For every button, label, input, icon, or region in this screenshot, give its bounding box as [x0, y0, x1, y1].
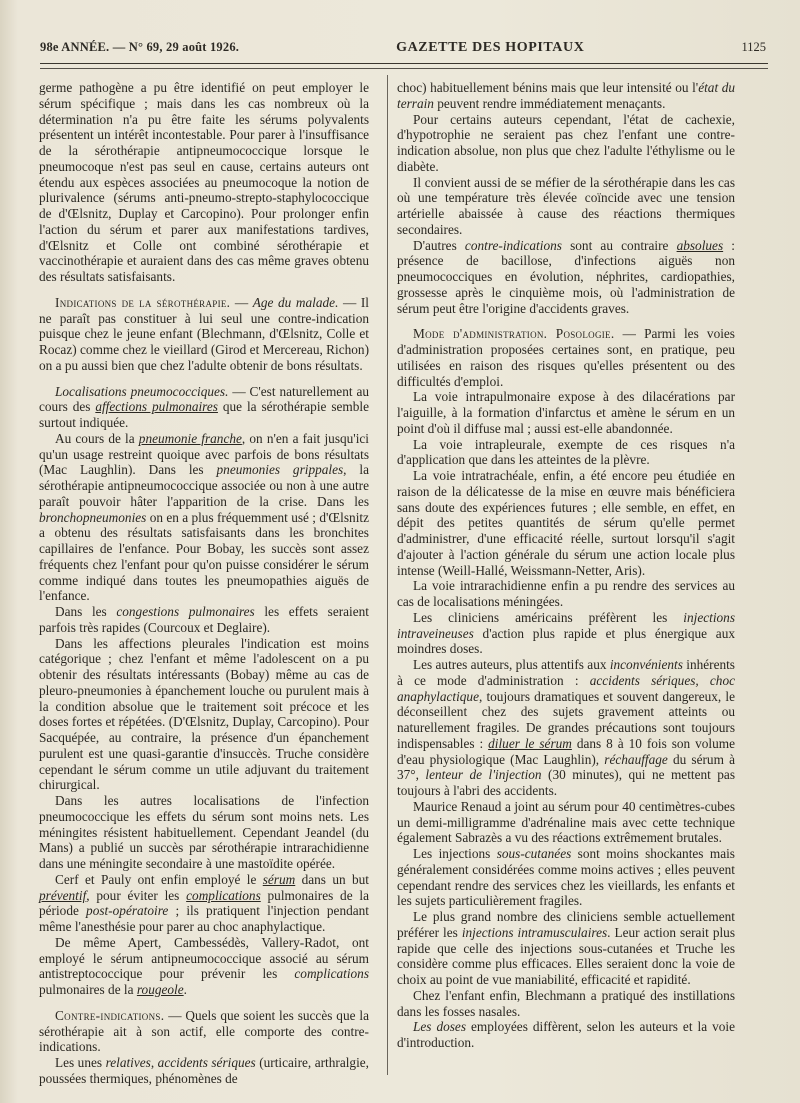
paragraph: La voie intrarachidienne enfin a pu rendre des services au cas de localisations méningées.: [397, 578, 735, 609]
issue-info: 98e ANNÉE. — N° 69, 29 août 1926.: [40, 40, 240, 54]
left-column: [39, 80, 369, 1087]
paragraph: Les doses employées diffèrent, selon les auteurs et la voie d'introduction.: [397, 1019, 735, 1050]
paragraph: Chez l'enfant enfin, Blechmann a pratiqué des instillations dans les fosses nasales.: [397, 987, 735, 1019]
page-header: [40, 40, 766, 62]
paragraph-localisations: Localisations pneumococciques. — C'est naturellement au cours des affections pulmonaires que la sérothérapie semble surtout indiquée.: [39, 383, 370, 430]
page-number: 1125: [741, 40, 766, 54]
paragraph: D'autres contre-indications sont au contraire absolues : présence de bacillose, d'infections aiguës non pneumococciques en évolution, néphrites, cardiopathies, grossesse après le cinquième mois, où l'administration de sérum peut être l'origine d'accidents graves.: [397, 237, 735, 316]
section-heading: Mode d'administration. Posologie.: [413, 326, 615, 342]
paragraph: Les cliniciens américains préfèrent les injections intraveineuses d'action plus rapide et plus énergique aux moindres doses.: [397, 609, 735, 657]
section-heading: Indications de la sérothérapie.: [55, 294, 231, 310]
paragraph: Les unes relatives, accidents sériques (urticaire, arthralgie, poussées thermiques, phénomènes de: [39, 1055, 369, 1086]
paragraph: Dans les affections pleurales l'indication est moins catégorique ; chez l'enfant et même l'adolescent on a pu obtenir des résultats intéressants (Bobay) même au cas de pleuro-pneumonies à épanchement louche ou purulent mais à la condition absolue que le traitement soit précoce et les doses fortes et répétées. (D'Œlsnitz, Duplay, Carcopino). Pour Sacquépée, au contraire, la présence d'un épanchement purulent est une quasi-garantie d'insuccès. Truche considère cependant le sérum comme un utile adjuvant du traitement chirurgical.: [39, 635, 369, 793]
paragraph: Maurice Renaud a joint au sérum pour 40 centimètres-cubes un demi-milligramme d'adrénaline mais avec cette technique également Sabrazès a vu des réactions extrêmement brutales.: [397, 798, 735, 846]
paragraph-mode-administration: Mode d'administration. Posologie. — Parmi les voies d'administration proposées certaines sont, en pratique, peu utilisées en raison des risques qu'elles présentent ou des difficultés d'emploi.: [397, 326, 735, 389]
section-heading: Contre-indications.: [55, 1007, 165, 1023]
paragraph: Il convient aussi de se méfier de la sérothérapie dans les cas où une température très élevée coïncide avec une tension artérielle abaissée à cause des réactions thermiques secondaires.: [397, 174, 735, 237]
header-rule-thick: [40, 63, 768, 64]
paragraph: De même Apert, Cambessédès, Vallery-Radot, ont employé le sérum antipneumococcique associé au sérum antistreptococcique pour prévenir les complications pulmonaires de la rougeole.: [39, 934, 369, 997]
paragraph: Les autres auteurs, plus attentifs aux inconvénients inhérents à ce mode d'administration : accidents sériques, choc anaphylactique, toujours dramatiques et souvent dangereux, le déconseillent chez des sujets gravement atteints ou naturellement fragiles. De grandes précautions sont toujours indispensables : diluer le sérum dans 8 à 10 fois son volume d'eau physiologique (Mac Laughlin), réchauffage du sérum à 37°, lenteur de l'injection (30 minutes), qui ne mettent pas toujours à l'abri des accidents.: [397, 657, 735, 798]
column-divider: [387, 75, 388, 1075]
paragraph: Dans les autres localisations de l'infection pneumococcique les effets du sérum sont moins nets. Les méningites résistent habituellement. Cependant Jeandel (du Mans) a publié un succès par sérothérapie intrarachidienne dans une méningite secondaire à une mastoïdite opérée.: [39, 793, 369, 871]
subheading: Localisations pneumococciques.: [55, 383, 229, 399]
paragraph: Les injections sous-cutanées sont moins shockantes mais généralement considérées comme moins actives ; elles peuvent cependant rendre des services chez les vieillards, les enfants et les sujets particulièrement fragiles.: [397, 846, 735, 909]
paragraph-contre-indications: Contre-indications. — Quels que soient les succès que la sérothérapie ait à son actif, elle comporte des contre-indications.: [39, 1007, 369, 1055]
right-column: [397, 80, 735, 1051]
paragraph: La voie intratrachéale, enfin, a été encore peu étudiée en raison de la délicatesse de la mise en œuvre mais bénéficiera sans doute des expériences futures ; elle semble, en effet, en dépit des petites quantités de sérum qu'elle permet d'administrer, d'une efficacité réelle, surtout lorsqu'il s'agit d'ajouter à l'action générale du sérum une action locale plus intense (Weill-Hallé, Weissmann-Netter, Aris).: [397, 468, 735, 578]
paragraph: La voie intrapulmonaire expose à des dilacérations par l'aiguille, à la formation d'infarctus et amène le sérum en un point d'où il diffuse mal ; aussi est-elle abandonnée.: [397, 389, 735, 436]
paragraph: Dans les congestions pulmonaires les effets seraient parfois très rapides (Courcoux et Deglaire).: [39, 604, 369, 635]
paragraph: germe pathogène a pu être identifié on peut employer le sérum spécifique ; mais dans les cas nombreux où la détermination n'a pu être faite les sérums polyvalents présentent un intérêt incontestable. Pour parer à l'insuffisance de la sérothérapie antipneumococcique lorsque le pneumocoque n'est pas seul en cause, certains auteurs ont étendu aux espèces associées au pneumocoque la notion de plurivalence (sérums anti-pneumo-strepto-staphylococcique de d'Œlsnitz, Duplay et Carcopino). Pour prolonger enfin l'action du sérum et parer aux manifestations tardives, d'Œlsnitz et Colle ont combiné sérothérapie et vaccinothérapie et auraient dans des cas même graves obtenu des résultats satisfaisants.: [39, 80, 369, 284]
header-rule-thin: [40, 68, 768, 69]
subheading: Age du malade.: [252, 294, 339, 310]
paragraph: Cerf et Pauly ont enfin employé le sérum dans un but préventif, pour éviter les complications pulmonaires de la période post-opératoire ; ils pratiquent l'injection pendant même l'anesthésie pour parer au choc anaphylactique.: [39, 871, 369, 934]
paragraph: La voie intrapleurale, exempte de ces risques n'a d'application que dans les atteintes de la plèvre.: [397, 436, 735, 468]
paragraph: choc) habituellement bénins mais que leur intensité ou l'état du terrain peuvent rendre immédiatement menaçants.: [397, 80, 736, 111]
journal-title: GAZETTE DES HOPITAUX: [396, 40, 585, 55]
paragraph: Pour certains auteurs cependant, l'état de cachexie, d'hypotrophie ne seraient pas chez l'enfant une contre-indication absolue, non plus que chez l'adulte l'éthylisme ou le diabète.: [397, 111, 735, 174]
paragraph: Le plus grand nombre des cliniciens semble actuellement préférer les injections intramusculaires. Leur action serait plus rapide que celle des injections sous-cutanées et Truche les considère comme plus efficaces. Elles seraient donc la voie de choix au point de vue maniabilité, efficacité et rapidité.: [397, 909, 735, 987]
paragraph: Au cours de la pneumonie franche, on n'en a fait jusqu'ici qu'un usage restreint quoique avec parfois de bons résultats (Mac Laughlin). Dans les pneumonies grippales, la sérothérapie antipneumococcique associée ou non à une autre paraît pouvoir hâter l'apparition de la crise. Dans les bronchopneumonies on en a plus fréquemment usé ; d'Œlsnitz a obtenu des résultats satisfaisants dans les bronchites capillaires de l'enfance. Pour Bobay, les succès sont assez fréquents chez l'enfant pour qu'on puisse considérer le sérum comme indiqué dans toutes les pneumopathies aiguës de l'enfance.: [39, 430, 369, 604]
paragraph-age: Indications de la sérothérapie. — Age du malade. — Il ne paraît pas constituer à lui seul une contre-indication puisque chez le jeune enfant (Blechmann, d'Œlsnitz, Colle et Rocaz) comme chez le vieillard (Girod et Mercereau, Richon) on a pu aussi bien que chez l'adulte obtenir de bons résultats.: [39, 294, 369, 373]
